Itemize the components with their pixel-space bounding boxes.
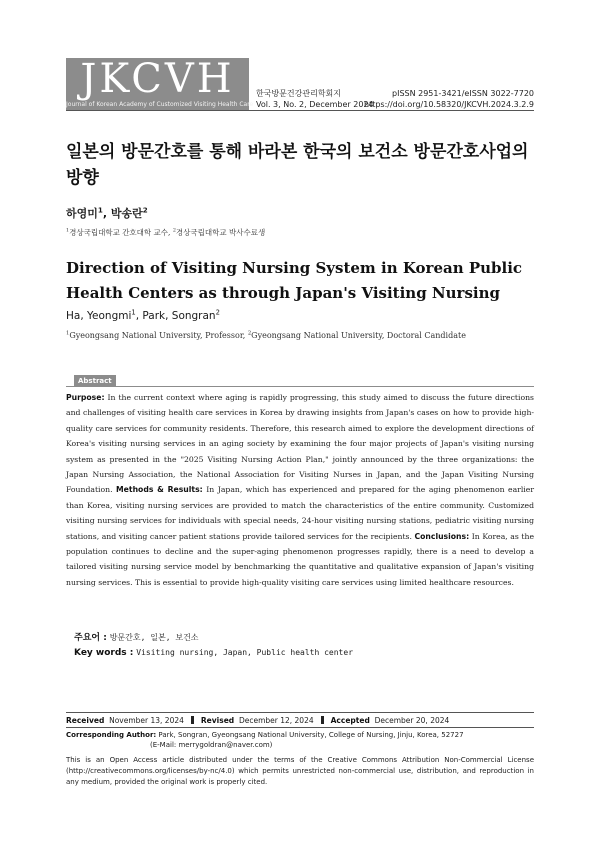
journal-name-kr: 한국방문건강관리학회지 (256, 89, 342, 98)
author-affiliation-mark: 1 (97, 205, 103, 215)
author-name: 박송란 (110, 207, 143, 220)
date-separator (191, 716, 194, 724)
title-korean: 일본의 방문간호를 통해 바라본 한국의 보건소 방문간호사업의 방향 (66, 142, 529, 188)
author-name: 하영미 (66, 207, 98, 220)
received-date: November 13, 2024 (109, 716, 184, 725)
affiliation-text: 경상국립대학교 간호대학 교수, (69, 228, 173, 237)
abstract-body (66, 390, 534, 590)
author-separator: , (135, 310, 143, 322)
authors-korean (66, 205, 148, 221)
purpose-text: In the current context where aging is rapidly progressing, this study aimed to discuss the future directions and challenges of visiting health care services in Korea by drawing insights from Japan's cases on how to provide high-quality care services for community residents. Therefore, this research aimed to explore the development directions of Korea's visiting nursing services in an aging society by examining the four major projects of Japan's visiting nursing system as presented in the "2025 Visiting Nursing Action Plan," jointly announced by the three organizations: the Japan Nursing Association, the National Association for Visiting Nurses in Japan, and the Japan Visiting Nursing Foundation. (66, 393, 534, 495)
doi-link[interactable]: https://doi.org/10.58320/JKCVH.2024.3.2.9 (364, 100, 534, 109)
affiliation-text: 경상국립대학교 박사수료생 (175, 228, 266, 237)
revised-label: Revised (200, 716, 235, 725)
methods-text: In Japan, which has experienced and prepared for the aging phenomenon earlier than Korea, visiting nursing services are provided to match the characteristics of the entire community. Customized visiting nursing services for individuals with special needs, 24-hour visiting nursing stations, pediatric visiting nursing stations, and visiting cancer patient stations provide tailored services for the recipients. (66, 485, 534, 541)
affiliation-mark: 2 (172, 227, 176, 234)
date-separator (321, 716, 324, 724)
article-dates (66, 716, 449, 725)
license-notice: This is an Open Access article distributed under the terms of the Creative Commons Attribution Non-Commercial License (http://creativecommons.org/licenses/by-nc/4.0) which permits unrestricted non-commercial use, distribution, and reproduction in any medium, provided the original work is properly cited. (66, 756, 534, 786)
corresponding-text: Park, Songran, Gyeongsang National University, College of Nursing, Jinju, Korea, 52727 (156, 731, 464, 739)
corresponding-email[interactable]: (E-Mail: merrygoldran@naver.com) (150, 741, 273, 749)
keywords-english (74, 648, 353, 658)
corresponding-author (66, 730, 536, 750)
keywords-label: 주요어 : (74, 633, 107, 643)
methods-label: Methods & Results: (116, 485, 203, 495)
logo-text: JKCVH (80, 56, 235, 102)
footer-divider (66, 727, 534, 728)
author-name: Park, Songran (142, 310, 216, 322)
corresponding-label: Corresponding Author: (66, 731, 157, 739)
title-english: Direction of Visiting Nursing System in Korean Public Health Centers as through Japan's Visiting Nursing (66, 259, 523, 302)
affiliation-text: Gyeongsang National University, Doctoral Candidate (251, 331, 466, 340)
revised-date: December 12, 2024 (238, 716, 314, 725)
affiliation-text: Gyeongsang National University, Professor, (69, 331, 248, 340)
abstract-label: Abstract (74, 375, 116, 387)
abstract-divider (66, 386, 534, 387)
author-name: Ha, Yeongmi (66, 310, 132, 322)
keywords-values: 방문간호, 일본, 보건소 (109, 633, 199, 642)
keywords-values: Visiting nursing, Japan, Public health center (136, 648, 354, 657)
purpose-label: Purpose: (66, 393, 105, 402)
keywords-label: Key words : (74, 648, 134, 658)
accepted-date: December 20, 2024 (374, 716, 450, 725)
header-divider (66, 110, 534, 111)
received-label: Received (66, 716, 105, 725)
authors-english (66, 310, 220, 322)
affiliation-mark: 1 (66, 227, 70, 234)
affiliation-english (66, 331, 466, 340)
conclusions-text: In Korea, as the population continues to decline and the super-aging phenomenon progresses rapidly, there is a need to develop a tailored visiting nursing service model by benchmarking the quantitative and qualitative expansion of Japan's visiting nursing services. This is essential to provide high-quality visiting care services using limited healthcare resources. (66, 531, 534, 587)
issn: pISSN 2951-3421/eISSN 3022-7720 (392, 89, 534, 98)
affiliation-mark: 2 (247, 330, 252, 337)
footer-divider (66, 712, 534, 713)
volume-info: Vol. 3, No. 2, December 2024 (256, 100, 374, 109)
author-affiliation-mark: 2 (142, 205, 148, 215)
affiliation-mark: 1 (66, 330, 70, 337)
author-affiliation-mark: 2 (215, 308, 220, 317)
accepted-label: Accepted (330, 716, 370, 725)
author-separator: , (102, 207, 111, 220)
keywords-korean (74, 630, 199, 643)
journal-logo (66, 56, 254, 110)
logo-subtitle: Journal of Korean Academy of Customized Visiting Health Care (66, 101, 254, 108)
conclusions-label: Conclusions: (414, 531, 470, 541)
affiliation-korean (66, 227, 265, 238)
author-affiliation-mark: 1 (131, 308, 136, 317)
